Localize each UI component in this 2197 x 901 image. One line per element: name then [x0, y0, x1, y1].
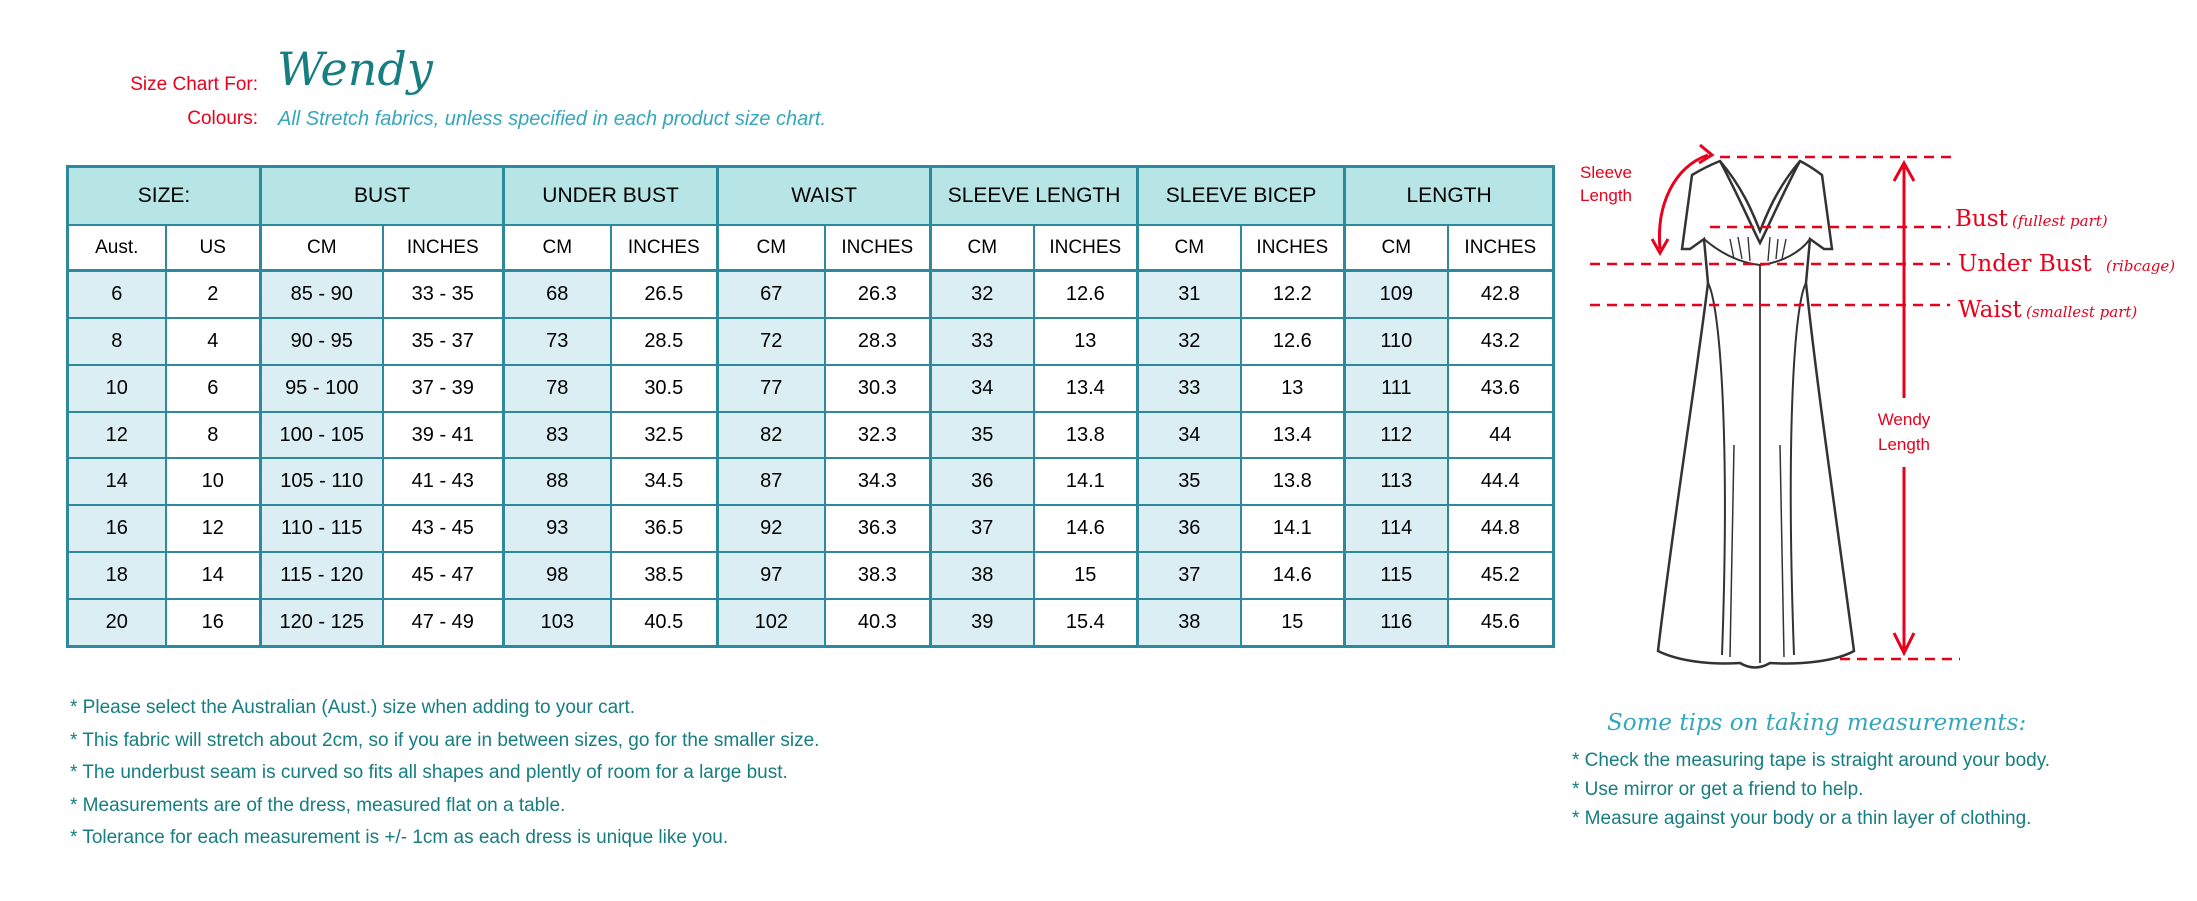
table-cell: 10 — [166, 458, 261, 505]
table-cell: 32 — [931, 271, 1034, 319]
table-cell: 36 — [1138, 505, 1241, 552]
product-name: Wendy — [277, 42, 433, 96]
subheader-cell: INCHES — [1034, 225, 1138, 271]
table-cell: 14.1 — [1034, 458, 1138, 505]
bust-note: (fullest part) — [2012, 212, 2108, 230]
table-cell: 14.1 — [1241, 505, 1345, 552]
subheader-cell: INCHES — [825, 225, 931, 271]
waist-note: (smallest part) — [2026, 303, 2138, 321]
table-cell: 92 — [718, 505, 825, 552]
table-cell: 28.3 — [825, 318, 931, 365]
table-cell: 40.5 — [611, 599, 718, 647]
table-row — [68, 552, 1554, 599]
table-cell: 110 - 115 — [261, 505, 383, 552]
colours-label: Colours: — [187, 108, 258, 129]
table-cell: 13.8 — [1034, 412, 1138, 459]
note-item: * Please select the Australian (Aust.) size when adding to your cart. — [70, 697, 636, 718]
table-cell: 82 — [718, 412, 825, 459]
table-cell: 16 — [166, 599, 261, 647]
table-cell: 43.6 — [1448, 365, 1554, 412]
table-cell: 37 — [931, 505, 1034, 552]
table-cell: 114 — [1345, 505, 1448, 552]
table-cell: 26.3 — [825, 271, 931, 319]
table-cell: 6 — [68, 271, 166, 319]
table-cell: 67 — [718, 271, 825, 319]
table-cell: 87 — [718, 458, 825, 505]
table-cell: 73 — [504, 318, 611, 365]
table-row — [68, 318, 1554, 365]
table-row — [68, 505, 1554, 552]
table-cell: 47 - 49 — [383, 599, 504, 647]
table-cell: 13.8 — [1241, 458, 1345, 505]
table-cell: 15 — [1034, 552, 1138, 599]
subheader-cell: CM — [504, 225, 611, 271]
table-cell: 103 — [504, 599, 611, 647]
table-cell: 13.4 — [1241, 412, 1345, 459]
table-cell: 38.3 — [825, 552, 931, 599]
table-cell: 15.4 — [1034, 599, 1138, 647]
table-cell: 45.6 — [1448, 599, 1554, 647]
table-cell: 100 - 105 — [261, 412, 383, 459]
table-cell: 13 — [1241, 365, 1345, 412]
table-cell: 20 — [68, 599, 166, 647]
table-cell: 28.5 — [611, 318, 718, 365]
table-cell: 37 — [1138, 552, 1241, 599]
tip-item: * Use mirror or get a friend to help. — [1572, 779, 1864, 800]
table-cell: 35 — [931, 412, 1034, 459]
table-cell: 15 — [1241, 599, 1345, 647]
table-cell: 33 — [931, 318, 1034, 365]
subheader-cell: CM — [718, 225, 825, 271]
table-row — [68, 412, 1554, 459]
note-item: * The underbust seam is curved so fits all shapes and plently of room for a large bust. — [70, 762, 788, 783]
table-cell: 45 - 47 — [383, 552, 504, 599]
note-item: * This fabric will stretch about 2cm, so if you are in between sizes, go for the smaller size. — [70, 729, 820, 751]
table-cell: 115 - 120 — [261, 552, 383, 599]
table-cell: 105 - 110 — [261, 458, 383, 505]
table-cell: 98 — [504, 552, 611, 599]
table-cell: 85 - 90 — [261, 271, 383, 319]
dress-illustration-icon — [1658, 161, 1854, 668]
subheader-cell: INCHES — [383, 225, 504, 271]
note-item: * Tolerance for each measurement is +/- 1cm as each dress is unique like you. — [70, 827, 729, 848]
table-cell: 39 - 41 — [383, 412, 504, 459]
table-cell: 14.6 — [1034, 505, 1138, 552]
table-cell: 111 — [1345, 365, 1448, 412]
table-cell: 12 — [68, 412, 166, 459]
group-header-row — [68, 167, 1554, 226]
table-cell: 18 — [68, 552, 166, 599]
subheader-cell: CM — [1138, 225, 1241, 271]
table-cell: 32.5 — [611, 412, 718, 459]
subheader-row — [68, 225, 1554, 271]
table-cell: 14 — [68, 458, 166, 505]
subheader-cell: CM — [931, 225, 1034, 271]
table-cell: 90 - 95 — [261, 318, 383, 365]
waist-label: Waist — [1958, 297, 2022, 323]
table-cell: 14 — [166, 552, 261, 599]
subheader-cell: INCHES — [611, 225, 718, 271]
bust-label: Bust — [1955, 206, 2008, 232]
sleeve-length-label-line2: Length — [1580, 186, 1632, 205]
table-cell: 35 - 37 — [383, 318, 504, 365]
table-cell: 68 — [504, 271, 611, 319]
table-cell: 34.5 — [611, 458, 718, 505]
wendy-length-label-line1: Wendy — [1877, 410, 1931, 429]
size-chart-table — [66, 165, 1555, 648]
size-chart-label: Size Chart For: — [130, 74, 258, 95]
table-cell: 36.3 — [825, 505, 931, 552]
table-cell: 44 — [1448, 412, 1554, 459]
table-cell: 88 — [504, 458, 611, 505]
table-cell: 4 — [166, 318, 261, 365]
sleeve-length-label-line1: Sleeve — [1580, 163, 1632, 182]
table-cell: 109 — [1345, 271, 1448, 319]
table-cell: 32 — [1138, 318, 1241, 365]
table-cell: 13.4 — [1034, 365, 1138, 412]
table-cell: 34 — [1138, 412, 1241, 459]
subheader-cell: INCHES — [1448, 225, 1554, 271]
tip-item: * Measure against your body or a thin layer of clothing. — [1572, 808, 2032, 829]
table-cell: 36 — [931, 458, 1034, 505]
wendy-length-label-line2: Length — [1878, 435, 1930, 454]
table-cell: 44.8 — [1448, 505, 1554, 552]
table-body — [68, 271, 1554, 647]
table-cell: 30.5 — [611, 365, 718, 412]
table-cell: 13 — [1034, 318, 1138, 365]
table-cell: 35 — [1138, 458, 1241, 505]
table-cell: 8 — [68, 318, 166, 365]
table-cell: 41 - 43 — [383, 458, 504, 505]
table-row — [68, 458, 1554, 505]
table-cell: 113 — [1345, 458, 1448, 505]
table-cell: 30.3 — [825, 365, 931, 412]
subheader-cell: INCHES — [1241, 225, 1345, 271]
group-header-size: SIZE: — [68, 167, 261, 226]
table-cell: 37 - 39 — [383, 365, 504, 412]
group-header-length: LENGTH — [1345, 167, 1554, 226]
subheader-cell: CM — [1345, 225, 1448, 271]
table-cell: 110 — [1345, 318, 1448, 365]
length-arrow-icon — [1894, 163, 1914, 653]
table-cell: 39 — [931, 599, 1034, 647]
table-cell: 45.2 — [1448, 552, 1554, 599]
table-cell: 38 — [931, 552, 1034, 599]
table-row — [68, 365, 1554, 412]
table-cell: 95 - 100 — [261, 365, 383, 412]
table-cell: 2 — [166, 271, 261, 319]
measurement-diagram — [1570, 135, 2190, 675]
table-cell: 44.4 — [1448, 458, 1554, 505]
under-bust-label: Under Bust — [1958, 251, 2092, 277]
table-cell: 34 — [931, 365, 1034, 412]
group-header-sleeve-length: SLEEVE LENGTH — [931, 167, 1138, 226]
table-cell: 33 - 35 — [383, 271, 504, 319]
table-cell: 97 — [718, 552, 825, 599]
notes-list — [70, 692, 819, 855]
table-cell: 83 — [504, 412, 611, 459]
table-cell: 112 — [1345, 412, 1448, 459]
group-header-waist: WAIST — [718, 167, 931, 226]
table-cell: 32.3 — [825, 412, 931, 459]
tips-list — [1572, 746, 2050, 833]
table-cell: 38.5 — [611, 552, 718, 599]
table-cell: 77 — [718, 365, 825, 412]
subheader-cell: US — [166, 225, 261, 271]
table-cell: 116 — [1345, 599, 1448, 647]
table-cell: 6 — [166, 365, 261, 412]
subheader-cell: Aust. — [68, 225, 166, 271]
table-cell: 115 — [1345, 552, 1448, 599]
table-cell: 33 — [1138, 365, 1241, 412]
table-cell: 43.2 — [1448, 318, 1554, 365]
colours-text: All Stretch fabrics, unless specified in each product size chart. — [278, 108, 827, 130]
table-cell: 10 — [68, 365, 166, 412]
table-cell: 36.5 — [611, 505, 718, 552]
table-cell: 12.2 — [1241, 271, 1345, 319]
group-header-under-bust: UNDER BUST — [504, 167, 718, 226]
table-cell: 31 — [1138, 271, 1241, 319]
table-cell: 8 — [166, 412, 261, 459]
table-cell: 120 - 125 — [261, 599, 383, 647]
table-cell: 12 — [166, 505, 261, 552]
table-cell: 40.3 — [825, 599, 931, 647]
table-cell: 38 — [1138, 599, 1241, 647]
table-cell: 102 — [718, 599, 825, 647]
group-header-bust: BUST — [261, 167, 504, 226]
table-cell: 12.6 — [1241, 318, 1345, 365]
table-cell: 72 — [718, 318, 825, 365]
table-cell: 34.3 — [825, 458, 931, 505]
subheader-cell: CM — [261, 225, 383, 271]
table-cell: 16 — [68, 505, 166, 552]
table-cell: 93 — [504, 505, 611, 552]
under-bust-note: (ribcage) — [2106, 257, 2176, 275]
group-header-sleeve-bicep: SLEEVE BICEP — [1138, 167, 1345, 226]
tip-item: * Check the measuring tape is straight around your body. — [1572, 750, 2051, 771]
table-row — [68, 271, 1554, 319]
table-cell: 42.8 — [1448, 271, 1554, 319]
note-item: * Measurements are of the dress, measured flat on a table. — [70, 794, 566, 816]
table-cell: 14.6 — [1241, 552, 1345, 599]
table-cell: 26.5 — [611, 271, 718, 319]
table-cell: 12.6 — [1034, 271, 1138, 319]
table-cell: 43 - 45 — [383, 505, 504, 552]
table-cell: 78 — [504, 365, 611, 412]
tips-title: Some tips on taking measurements: — [1607, 710, 2027, 736]
table-row — [68, 599, 1554, 647]
